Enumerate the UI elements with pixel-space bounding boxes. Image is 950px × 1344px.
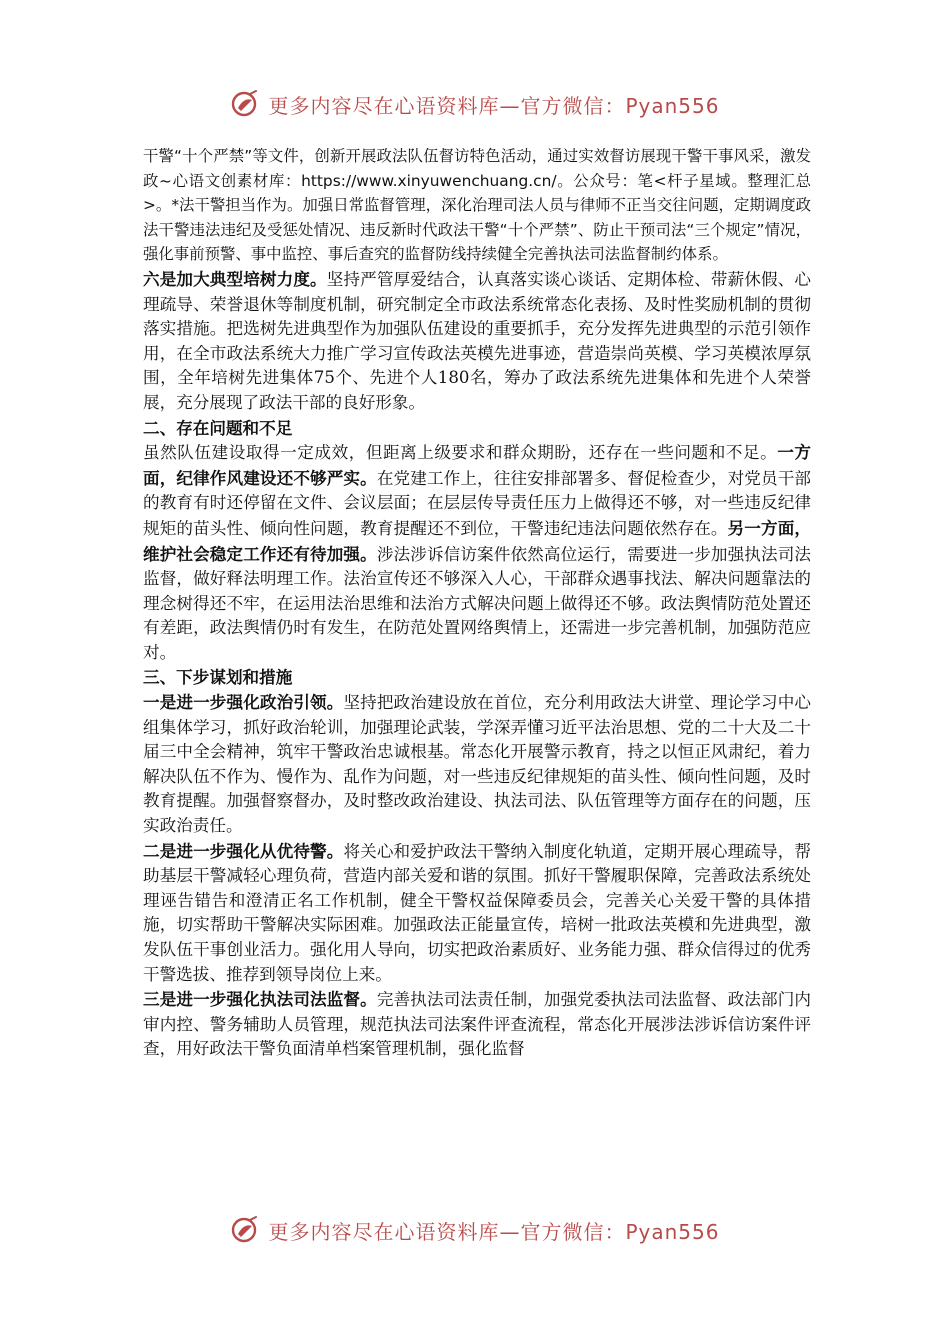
paragraph-political-leadership	[143, 690, 811, 839]
paragraph-text: 坚持严管厚爱结合，认真落实谈心谈话、定期体检、带薪休假、心理疏导、荣誉退休等制度机制，研究制定全市政法系统常态化表扬、及时性奖励机制的贯彻落实措施。把选树先进典型作为加强队伍建设的重要抓手，充分发挥先进典型的示范引领作用，在全市政法系统大力推广学习宣传政法英模先进事迹，营造崇尚英模、学习英模浓厚氛围，全年培树先进集体75个、先进个人180名，筹办了政法系统先进集体和先进个人荣誉展，充分展现了政法干部的良好形象。	[143, 269, 812, 412]
document-body	[143, 144, 811, 1062]
paragraph-text: 在党建工作上，往往安排部署多、督促检查少，对党员干部的教育有时还停留在文件、会议层面；在层层传导责任压力上做得还不够，对一些违反纪律规矩的苗头性、倾向性问题，教育提醒还不到位，干警违纪违法问题依然存在。	[143, 468, 812, 538]
paragraph-lead: 另一方面，维护社会稳定工作还有待加强。	[143, 517, 811, 564]
paragraph-lead: 一方面，纪律作风建设还不够严实。	[143, 442, 812, 488]
paragraph-problems	[143, 440, 811, 665]
header-banner-text: 更多内容尽在心语资料库—官方微信：Pyan556	[268, 93, 720, 118]
pen-swirl-logo-icon	[230, 89, 260, 119]
paragraph-typical-models	[143, 267, 811, 416]
paragraph-police-care	[143, 839, 811, 988]
paragraph-text: 将关心和爱护政法干警纳入制度化轨道，定期开展心理疏导，帮助基层干警减轻心理负荷，营造内部关爱和谐的氛围。抓好干警履职保障，完善政法系统处理诬告错告和澄清正名工作机制，健全干警权益保障委员会，完善关心关爱干警的具体措施，切实帮助干警解决实际困难。加强政法正能量宣传，培树一批政法英模和先进典型，激发队伍干事创业活力。强化用人导向，切实把政治素质好、业务能力强、群众信得过的优秀干警选拔、推荐到领导岗位上来。	[143, 841, 812, 984]
paragraph-text: 涉法涉诉信访案件依然高位运行，需要进一步加强执法司法监督，做好释法明理工作。法治宣传还不够深入人心，干部群众遇事找法、解决问题靠法的理念树得还不牢，在运用法治思维和法治方式解决问题上做得还不够。政法舆情防范处置还有差距，政法舆情仍时有发生，在防范处置网络舆情上，还需进一步完善机制，加强防范应对。	[143, 544, 812, 662]
header-banner	[0, 82, 950, 126]
paragraph-lead: 一是进一步强化政治引领。	[143, 692, 344, 713]
paragraph-continuation: 干警“十个严禁”等文件，创新开展政法队伍督访特色活动，通过实效督访展现干警干事风采，激发政~心语文创素材库：https://www.xinyuwenchuang.cn/。公众号：笔<杆子星域。整理汇总>。*法干警担当作为。加强日常监督管理，深化治理司法人员与律师不正当交往问题，定期调度政法干警违法违纪及受惩处情况、违反新时代政法干警“十个严禁”、防止干预司法“三个规定”情况，强化事前预警、事中监控、事后查究的监督防线持续健全完善执法司法监督制约体系。	[143, 147, 811, 264]
footer-banner-text: 更多内容尽在心语资料库—官方微信：Pyan556	[268, 1219, 720, 1244]
section-heading-next-steps: 三、下步谋划和措施	[143, 667, 293, 688]
paragraph-text: 坚持把政治建设放在首位，充分利用政法大讲堂、理论学习中心组集体学习，抓好政治轮训，加强理论武装，学深弄懂习近平法治思想、党的二十大及二十届三中全会精神，筑牢干警政治忠诚根基。常态化开展警示教育，持之以恒正风肃纪，着力解决队伍不作为、慢作为、乱作为问题，对一些违反纪律规矩的苗头性、倾向性问题，及时教育提醒。加强督察督办，及时整改政治建设、执法司法、队伍管理等方面存在的问题，压实政治责任。	[143, 693, 812, 836]
paragraph-lead: 六是加大典型培树力度。	[143, 268, 327, 289]
paragraph-text: 完善执法司法责任制，加强党委执法司法监督、政法部门内审内控、警务辅助人员管理，规范执法司法案件评查流程，常态化开展涉法涉诉信访案件评查，用好政法干警负面清单档案管理机制，强化监督	[143, 990, 812, 1059]
pen-swirl-logo-icon	[230, 1215, 260, 1245]
section-heading-problems: 二、存在问题和不足	[143, 417, 293, 438]
paragraph-lead: 三是进一步强化执法司法监督。	[143, 989, 377, 1010]
paragraph-text: 虽然队伍建设取得一定成效，但距离上级要求和群众期盼，还存在一些问题和不足。	[143, 443, 778, 463]
paragraph-lead: 二是进一步强化从优待警。	[143, 840, 344, 861]
paragraph-judicial-supervision	[143, 987, 811, 1062]
footer-banner	[0, 1208, 950, 1252]
